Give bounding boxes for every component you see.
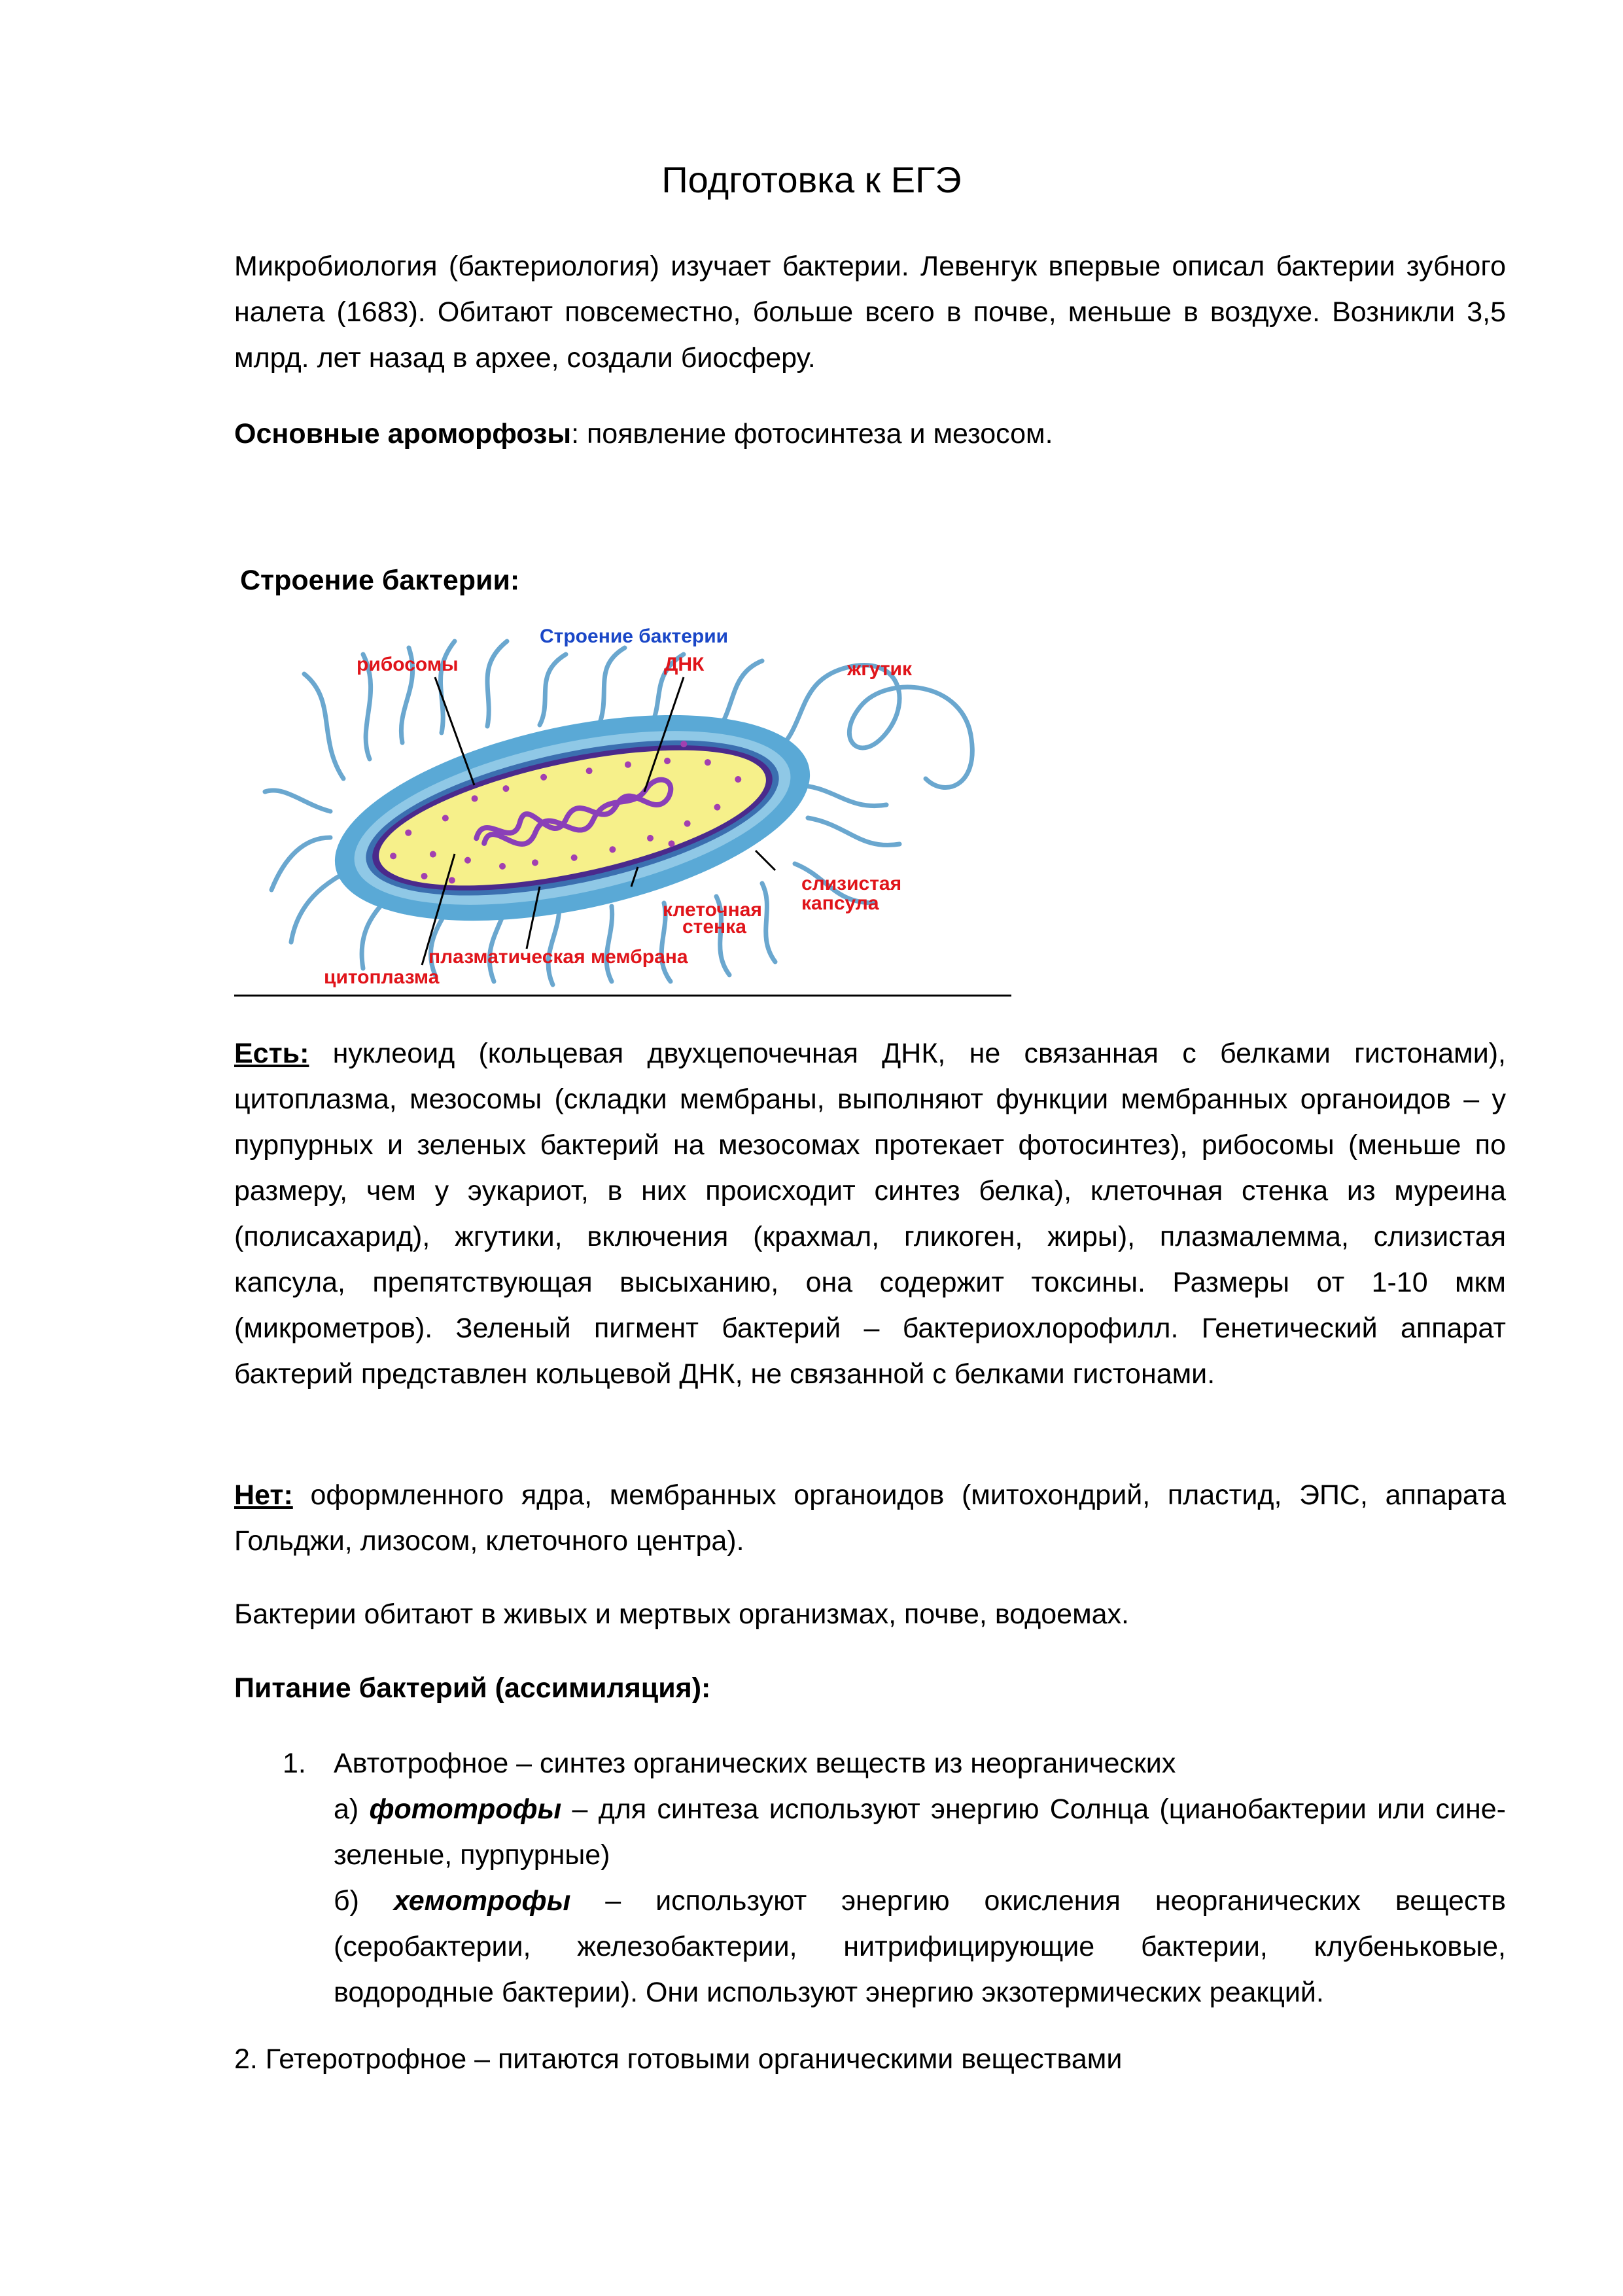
habitat-paragraph: Бактерии обитают в живых и мертвых организмах, почве, водоемах. <box>234 1598 1130 1630</box>
chemotrophs-text: – используют энергию окисления неорганических веществ (серобактерии, железобактерии, нитрифицирующие бактерии, клубеньковые, водородные бактерии). Они используют энергию экзотермических реакций. <box>334 1885 1506 2008</box>
nutrition-heading: Питание бактерий (ассимиляция): <box>234 1672 711 1704</box>
list-number: 1. <box>283 1748 306 1779</box>
label-cell-wall-line1: клеточная <box>663 899 762 921</box>
chemotrophs-term: хемотрофы <box>393 1885 571 1916</box>
aromorphoses-label: Основные ароморфозы <box>234 418 572 450</box>
has-paragraph <box>234 1031 1506 1397</box>
label-capsule-line2: капсула <box>801 892 879 914</box>
label-capsule-line1: слизистая <box>801 873 902 894</box>
label-ribosomes: рибосомы <box>357 654 459 675</box>
chemotrophs-paragraph: б) хемотрофы – используют энергию окисления неорганических веществ (серобактерии, железобактерии, нитрифицирующие бактерии, клубеньковые, водородные бактерии). Они используют энергию экзотермических реакций. <box>334 1885 1506 2008</box>
autotroph-line: Автотрофное – синтез органических веществ из неорганических <box>334 1748 1176 1779</box>
autotroph-list-item <box>283 1740 1506 2015</box>
has-not-label: Нет: <box>234 1479 293 1511</box>
has-text: нуклеоид (кольцевая двухцепочечная ДНК, не связанная с белками гистонами), цитоплазма, мезосомы (складки мембраны, выполняют функции мембранных органоидов – у пурпурных и зеленых бактерий на мезосомах протекает фотосинтез), рибосомы (меньше по размеру, чем у эукариот, в них происходит синтез белка), клеточная стенка из муреина (полисахарид), жгутики, включения (крахмал, гликоген, жиры), плазмалемма, слизистая капсула, препятствующая высыханию, она содержит токсины. Размеры от 1-10 мкм (микрометров). Зеленый пигмент бактерий – бактериохлорофилл. Генетический аппарат бактерий представлен кольцевой ДНК, не связанной с белками гистонами. <box>234 1038 1506 1390</box>
structure-heading: Строение бактерии: <box>240 565 520 596</box>
label-plasma-membrane: плазматическая мембрана <box>428 946 688 968</box>
has-not-text: оформленного ядра, мембранных органоидов (митохондрий, пластид, ЭПС, аппарата Гольджи, лизосом, клеточного центра). <box>234 1479 1506 1557</box>
diagram-title: Строение бактерии <box>540 628 729 647</box>
label-dna: ДНК <box>664 654 705 675</box>
aromorphoses-paragraph <box>234 411 1506 457</box>
phototrophs-term: фототрофы <box>369 1793 562 1825</box>
phototrophs-text: – для синтеза используют энергию Солнца (цианобактерии или сине-зеленые, пурпурные) <box>334 1793 1506 1871</box>
intro-paragraph: Микробиология (бактериология) изучает бактерии. Левенгук впервые описал бактерии зубного налета (1683). Обитают повсеместно, больше всего в почве, меньше в воздухе. Возникли 3,5 млрд. лет назад в архее, создали биосферу. <box>234 251 1506 374</box>
phototrophs-paragraph: а) фототрофы – для синтеза используют энергию Солнца (цианобактерии или сине-зеленые, пурпурные) <box>334 1793 1506 1871</box>
figure-underline <box>234 995 1011 997</box>
bacterium-structure-diagram <box>258 628 1011 991</box>
label-cell-wall-line2: стенка <box>682 916 746 938</box>
aromorphoses-text: : появление фотосинтеза и мезосом. <box>571 418 1053 450</box>
page-title: Подготовка к ЕГЭ <box>661 159 962 200</box>
has-label: Есть: <box>234 1038 309 1069</box>
label-flagellum: жгутик <box>847 658 912 680</box>
label-cytoplasm: цитоплазма <box>324 966 440 988</box>
heterotroph-paragraph: 2. Гетеротрофное – питаются готовыми органическими веществами <box>234 2043 1123 2075</box>
has-not-paragraph <box>234 1472 1506 1564</box>
